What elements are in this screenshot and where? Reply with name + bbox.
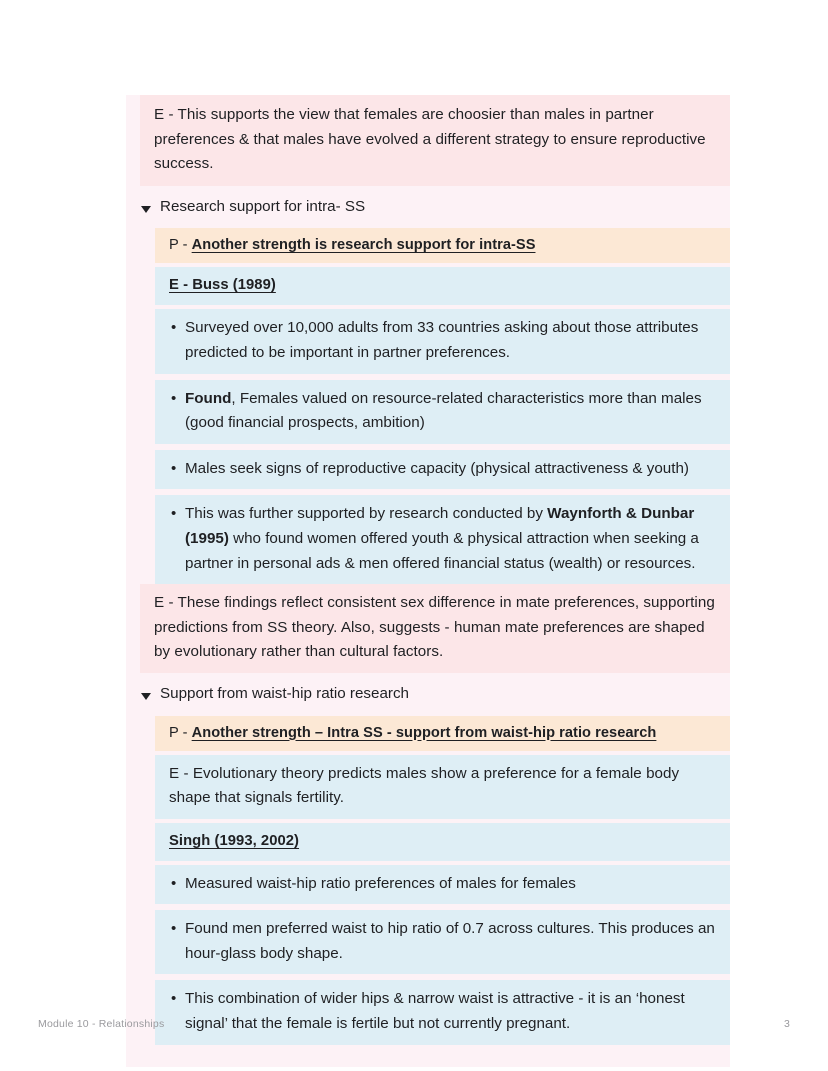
plain-text: Measured waist-hip ratio preferences of males for females (185, 874, 576, 892)
evidence-heading-text: Singh (1993, 2002) (169, 832, 300, 849)
list-item-text (185, 872, 718, 897)
bullet-dot-icon: • (171, 920, 177, 938)
point-text: Another strength is research support for intra-SS (191, 237, 536, 254)
bullet-dot-icon: • (171, 389, 177, 407)
triangle-down-icon[interactable] (140, 203, 154, 215)
section-header-label: Research support for intra- SS (160, 197, 366, 215)
section-header-label: Support from waist-hip ratio research (160, 684, 410, 702)
point-row (155, 228, 730, 263)
list-item (155, 980, 730, 1044)
list-item (155, 910, 730, 974)
list-item-text (185, 917, 718, 966)
section-header-row[interactable] (126, 186, 730, 229)
list-item-text (185, 316, 718, 365)
footer-page-number: 3 (783, 1018, 790, 1030)
explanation-paragraph: E - Evolutionary theory predicts males show a preference for a female body shape that signals fertility. (155, 755, 730, 819)
plain-text: This was further supported by research conducted by (185, 505, 548, 523)
plain-text: This combination of wider hips & narrow waist is attractive - it is an ‘honest signal’ that the female is fertile but not currently pregnant. (185, 990, 685, 1033)
section-research-support-intra-ss (126, 186, 730, 673)
bullet-dot-icon: • (171, 874, 177, 892)
bullet-dot-icon: • (171, 319, 177, 337)
emphasised-text: Waynforth & Dunbar (1995) (185, 505, 695, 547)
point-text: Another strength – Intra SS - support from waist-hip ratio research (191, 724, 657, 741)
list-item (155, 865, 730, 905)
evidence-heading-text: E - Buss (1989) (169, 277, 276, 294)
note-container (126, 95, 730, 1067)
evidence-heading (155, 823, 730, 861)
list-item-text (185, 387, 718, 436)
plain-text: who found women offered youth & physical attraction when seeking a partner in personal ads & men offered financial status (wealth) or resources. (185, 529, 699, 572)
list-item-text (185, 502, 718, 576)
evidence-heading (155, 267, 730, 305)
bullet-list (155, 309, 730, 584)
bullet-dot-icon: • (171, 990, 177, 1008)
bullet-dot-icon: • (171, 505, 177, 523)
plain-text: Surveyed over 10,000 adults from 33 countries asking about those attributes predicted to be important in partner preferences. (185, 319, 699, 361)
page-footer (38, 1018, 790, 1030)
section-body (155, 716, 730, 1045)
triangle-down-icon[interactable] (140, 690, 154, 702)
point-row (155, 716, 730, 751)
plain-text: Found men preferred waist to hip ratio of 0.7 across cultures. This produces an hour-glass body shape. (185, 920, 715, 962)
bullet-dot-icon: • (171, 459, 177, 477)
list-item (155, 309, 730, 373)
evaluation-paragraph-closing: E - These findings reflect consistent sex difference in mate preferences, supporting predictions from SS theory. Also, suggests - human mate preferences are shaped by evolutionary rather than cultural factors. (140, 584, 730, 673)
section-body (155, 228, 730, 584)
point-prefix: P - (169, 724, 192, 741)
evaluation-paragraph-intro: E - This supports the view that females are choosier than males in partner preferences & that males have evolved a different strategy to ensure reproductive success. (140, 95, 730, 186)
list-item-text (185, 457, 718, 482)
plain-text: , Females valued on resource-related characteristics more than males (good financial prospects, ambition) (185, 389, 702, 432)
list-item (155, 450, 730, 490)
footer-module-label: Module 10 - Relationships (38, 1018, 165, 1030)
section-header-row[interactable] (126, 673, 730, 716)
point-prefix: P - (169, 237, 192, 254)
list-item (155, 380, 730, 444)
plain-text: Males seek signs of reproductive capacity (physical attractiveness & youth) (185, 459, 689, 477)
section-waist-hip-ratio-support (126, 673, 730, 1045)
list-item (155, 495, 730, 584)
emphasised-text: Found (185, 389, 232, 407)
